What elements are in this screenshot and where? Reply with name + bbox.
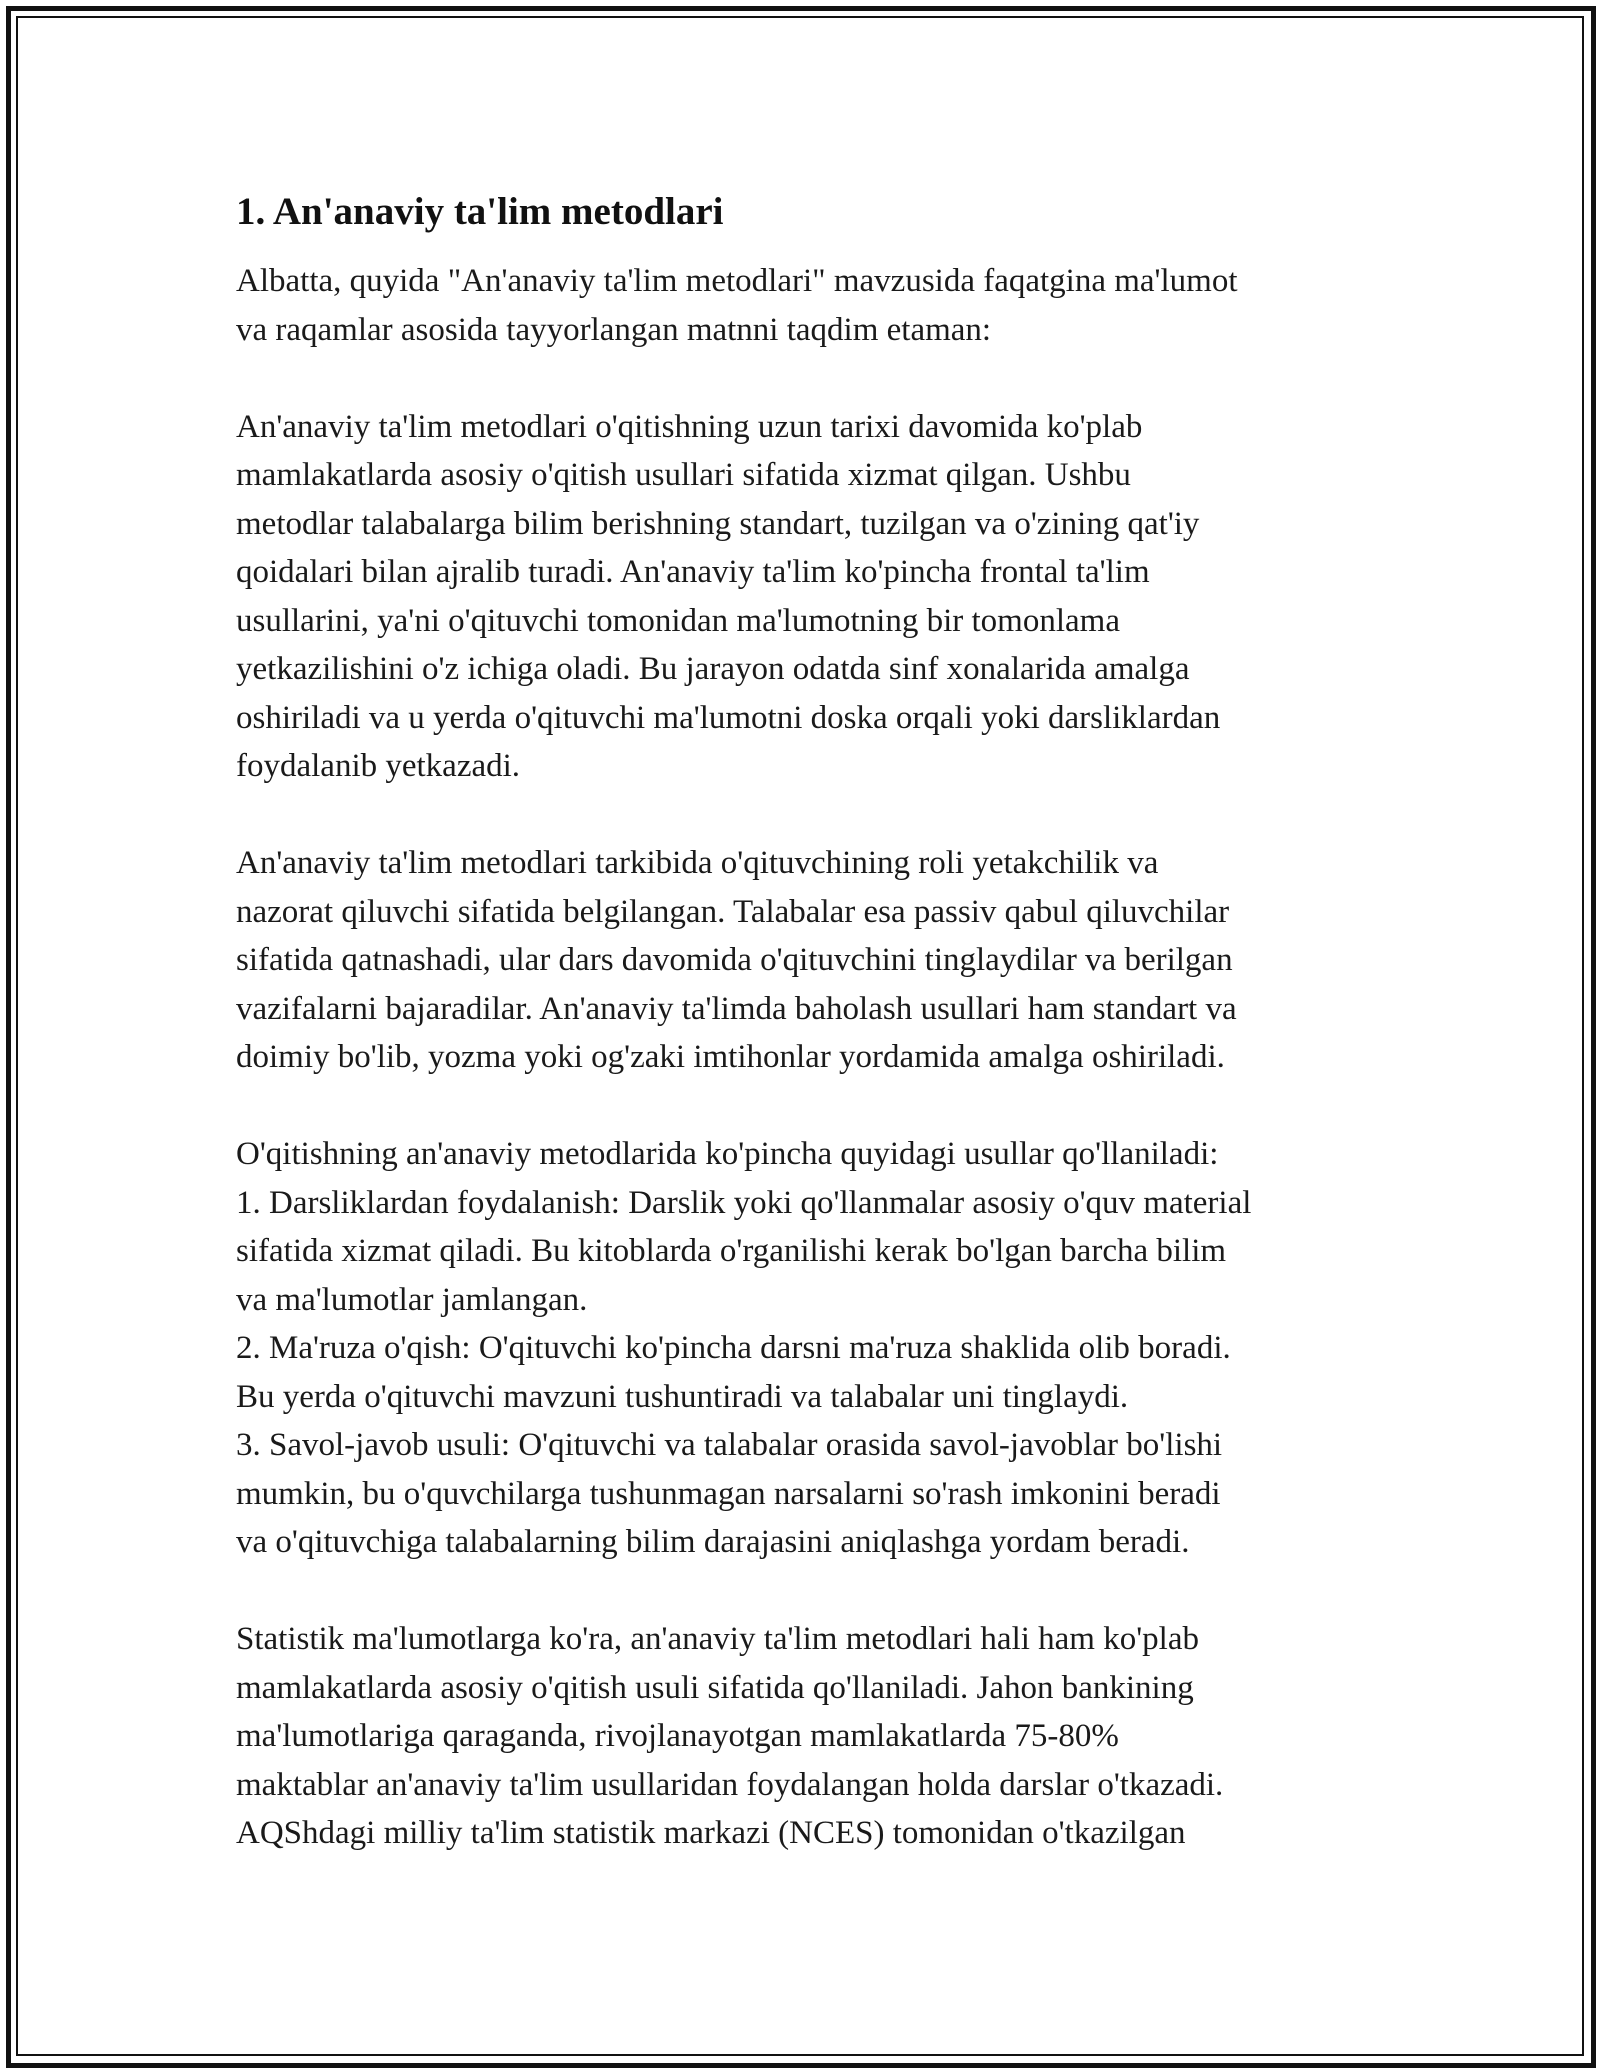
paragraph-statistics: Statistik ma'lumotlarga ko'ra, an'anaviy ta'lim metodlari hali ham ko'plab mamlakatlarda asosiy o'qitish usuli sifatida qo'llaniladi. Jahon bankining ma'lumotlariga qaraganda, rivojlanayotgan mamlakatlarda 75-80% maktablar an'anaviy ta'lim usullaridan foydalangan holda darslar o'tkazadi. AQShdagi milliy ta'lim statistik markazi (NCES) tomonidan o'tkazilgan — [236, 1621, 1224, 1851]
paragraph-gap — [236, 791, 1376, 840]
paragraph-gap — [236, 1082, 1376, 1131]
paragraph-gap — [236, 1567, 1376, 1616]
paragraph-teacher-role: An'anaviy ta'lim metodlari tarkibida o'qituvchining roli yetakchilik va nazorat qiluvchi sifatida belgilangan. Talabalar esa passiv qabul qiluvchilar sifatida qatnashadi, ular dars davomida o'qituvchini tinglaydilar va berilgan vazifalarni bajaradilar. An'anaviy ta'limda baholash usullari ham standart va doimiy bo'lib, yozma yoki og'zaki imtihonlar yordamida amalga oshiriladi. — [236, 845, 1237, 1075]
document-title: 1. An'anaviy ta'lim metodlari — [236, 190, 724, 233]
paragraph-methods-list: O'qitishning an'anaviy metodlarida ko'pincha quyidagi usullar qo'llaniladi: 1. Darsliklardan foydalanish: Darslik yoki qo'llanmalar asosiy o'quv material sifatida xizmat qiladi. Bu kitoblarda o'rganilishi kerak bo'lgan barcha bilim va ma'lumotlar jamlangan. 2. Ma'ruza o'qish: O'qituvchi ko'pincha darsni ma'ruza shaklida olib boradi. Bu yerda o'qituvchi mavzuni tushuntiradi va talabalar uni tinglaydi. 3. Savol-javob usuli: O'qituvchi va talabalar orasida savol-javoblar bo'lishi mumkin, bu o'quvchilarga tushunmagan narsalarni so'rash imkonini beradi va o'qituvchiga talabalarning bilim darajasini aniqlashga yordam beradi. — [236, 1136, 1252, 1560]
document-body — [236, 186, 1376, 1858]
paragraph-history: An'anaviy ta'lim metodlari o'qitishning uzun tarixi davomida ko'plab mamlakatlarda asosiy o'qitish usullari sifatida xizmat qilgan. Ushbu metodlar talabalarga bilim berishning standart, tuzilgan va o'zining qat'iy qoidalari bilan ajralib turadi. An'anaviy ta'lim ko'pincha frontal ta'lim usullarini, ya'ni o'qituvchi tomonidan ma'lumotning bir tomonlama yetkazilishini o'z ichiga oladi. Bu jarayon odatda sinf xonalarida amalga oshiriladi va u yerda o'qituvchi ma'lumotni doska orqali yoki darsliklardan foydalanib yetkazadi. — [236, 408, 1221, 784]
paragraph-gap — [236, 354, 1376, 403]
paragraph-intro: Albatta, quyida "An'anaviy ta'lim metodlari" mavzusida faqatgina ma'lumot va raqamlar asosida tayyorlangan matnni taqdim etaman: — [236, 263, 1238, 348]
